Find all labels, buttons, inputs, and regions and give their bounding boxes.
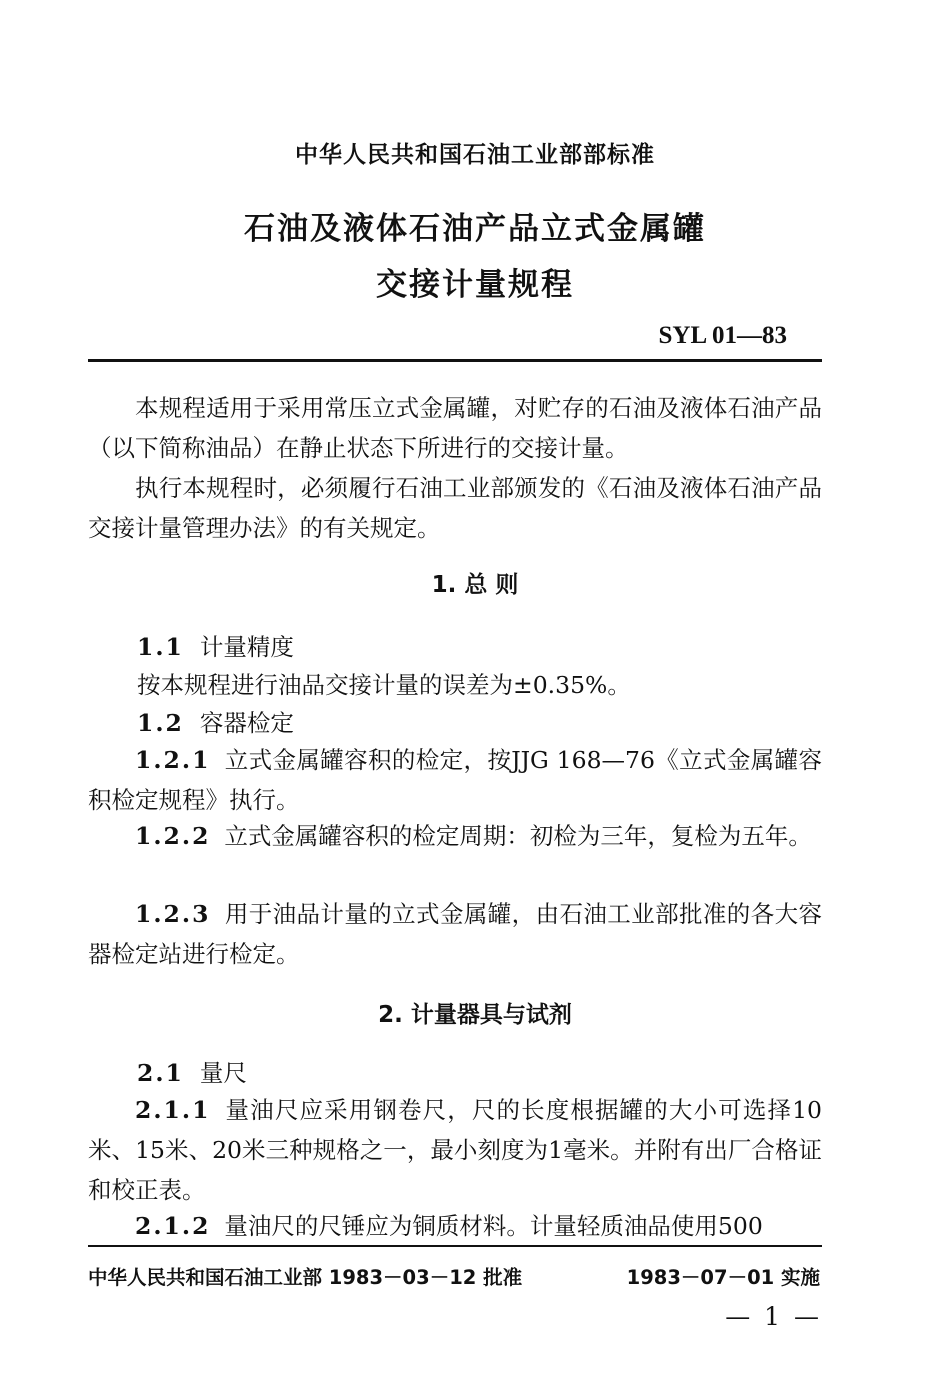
clause-number: 2.1 bbox=[137, 1059, 184, 1087]
clause-number: 1.2.3 bbox=[135, 900, 211, 928]
clause-text: 用于油品计量的立式金属罐，由石油工业部批准的各大容器检定站进行检定。 bbox=[88, 900, 822, 968]
clause-text: 立式金属罐容积的检定周期：初检为三年，复检为五年。 bbox=[224, 822, 812, 850]
section-2-heading: 2. 计量器具与试剂 bbox=[378, 1002, 572, 1028]
clause-title: 量尺 bbox=[199, 1059, 247, 1087]
clause-1-2 bbox=[137, 704, 294, 738]
document-title-line1: 石油及液体石油产品立式金属罐 bbox=[244, 211, 706, 247]
intro-paragraph-1: 本规程适用于采用常压立式金属罐，对贮存的石油及液体石油产品（以下简称油品）在静止状态下所进行的交接计量。 bbox=[88, 394, 822, 462]
clause-1-1 bbox=[137, 628, 294, 662]
intro-paragraph-2: 执行本规程时，必须履行石油工业部颁发的《石油及液体石油产品交接计量管理办法》的有关规定。 bbox=[88, 474, 822, 542]
clause-text: 立式金属罐容积的检定，按JJG 168—76《立式金属罐容积检定规程》执行。 bbox=[88, 746, 822, 814]
clause-title: 容器检定 bbox=[199, 709, 294, 737]
clause-text: 量油尺的尺锤应为铜质材料。计量轻质油品使用500 bbox=[224, 1212, 763, 1240]
document-title-line2: 交接计量规程 bbox=[376, 267, 574, 303]
approval-note: 中华人民共和国石油工业部 1983－03－12 批准 bbox=[88, 1266, 523, 1289]
clause-text: 量油尺应采用钢卷尺，尺的长度根据罐的大小可选择10米、15米、20米三种规格之一，最小刻度为1毫米。并附有出厂合格证和校正表。 bbox=[88, 1096, 822, 1204]
clause-number: 1.2.2 bbox=[135, 822, 211, 850]
page-number: — 1 — bbox=[725, 1302, 822, 1331]
clause-1-2-1 bbox=[88, 740, 822, 820]
clause-2-1-2 bbox=[88, 1206, 822, 1246]
clause-number: 2.1.1 bbox=[135, 1096, 211, 1124]
clause-number: 1.2.1 bbox=[135, 746, 211, 774]
clause-title: 计量精度 bbox=[199, 633, 294, 661]
footer-divider bbox=[88, 1245, 822, 1247]
intro-block bbox=[88, 388, 822, 548]
clause-number: 1.1 bbox=[137, 633, 184, 661]
clause-1-2-2 bbox=[88, 816, 822, 856]
issuer-header: 中华人民共和国石油工业部部标准 bbox=[295, 142, 655, 168]
clause-2-1 bbox=[137, 1054, 247, 1088]
header-divider bbox=[88, 359, 822, 362]
section-1-heading: 1. 总 则 bbox=[431, 572, 519, 598]
clause-number: 2.1.2 bbox=[135, 1212, 211, 1240]
clause-1-2-3 bbox=[88, 894, 822, 974]
clause-2-1-1 bbox=[88, 1090, 822, 1210]
effective-date: 1983－07－01 实施 bbox=[626, 1266, 820, 1289]
standard-code: SYL 01—83 bbox=[658, 322, 787, 349]
clause-number: 1.2 bbox=[137, 709, 184, 737]
clause-1-1-text: 按本规程进行油品交接计量的误差为±0.35%。 bbox=[137, 671, 631, 699]
